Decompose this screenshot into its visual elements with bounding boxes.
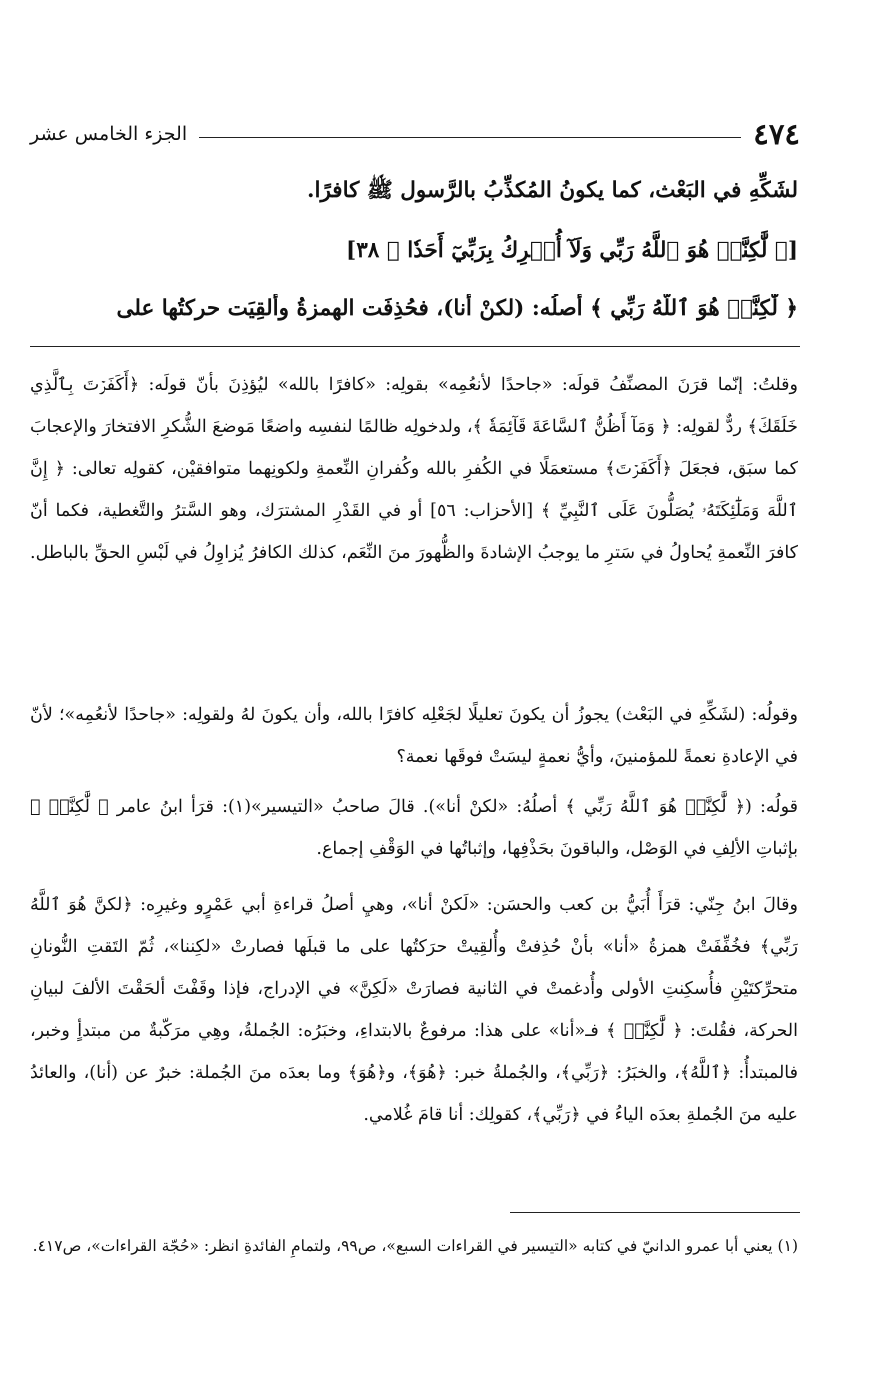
commentary-paragraph-4: وقالَ ابنُ جِنّي: قرَأَ أُبَيُّ بن كعب والحسَن: «لَكنْ أنا»، وهيِ أصلُ قراءةِ أبي عَمْرٍو وغيرِه: ﴿لكنَّ هُوَ ٱللَّهُ رَبِّي﴾ فخُفِّفَتْ همزةُ «أنا» بأنْ حُذِفتْ وأُلقِيتْ حرَكتُها على ما قبلَها فصارتْ «لكِننا»، ثُمّ التَقتِ النُّونانِ متحرِّكتَيْنِ فأُسكِنتِ الأولى وأُدغمتْ في الثانية فصارَتْ «لَكِنَّ» في الإدراج، فإذا وقَفْتَ ألحَقْتَ الألفَ لبيانِ الحركة، فقُلتَ: ﴿ لَّٰكِنَّا۠ ﴾ فـ«أنا» على هذا: مرفوعٌ بالابتداءِ، وخبَرُه: الجُملةُ، وهِي مرَكّبةٌ من مبتدأٍ وخبر، فالمبتدأُ: ﴿ٱللَّهُ﴾، والخبَرُ: ﴿رَبِّي﴾، والجُملةُ خبر: ﴿هُوَ﴾، و﴿هُوَ﴾ وما بعدَه منَ الجُملة: خبرٌ عن (أنا)، والعائدُ عليه منَ الجُملةِ بعدَه الياءُ في ﴿رَبِّي﴾، كقولِك: أنا قامَ غُلامي. — [30, 895, 798, 1125]
commentary-paragraph-2: وقولُه: (لشَكِّهِ في البَعْث) يجوزُ أن يكونَ تعليلًا لجَعْلِه كافرًا بالله، وأن يكونَ لهُ ولقولِه: «جاحدًا لأنعُمِه»؛ لأنّ في الإعادةِ نعمةً للمؤمنينَ، وأيُّ نعمةٍ ليسَتْ فوقَها نعمة؟ — [30, 705, 798, 767]
header-rule — [199, 137, 741, 138]
matn-line-3: ﴿ لَّٰكِنَّا۠ هُوَ ٱللَّهُ رَبِّي ﴾ أصلُه: (لكنْ أنا)، فحُذِفَت الهمزةُ وأُلقِيَت حركتُها على — [116, 296, 798, 321]
matn-divider — [30, 346, 800, 347]
matn-verse: [﴿ لَّٰكِنَّا۠ هُوَ ٱللَّهُ رَبِّي وَلَآ أُشۡرِكُ بِرَبِّيٓ أَحَدٗا ﴾ ٣٨] — [346, 238, 798, 263]
part-title: الجزء الخامس عشر — [30, 123, 188, 145]
commentary-paragraph-1: وقلتُ: إنّما قرَنَ المصنِّفُ قولَه: «جاحدًا لأنعُمِه» بقولِه: «كافرًا بالله» ليُؤذِنَ بأنّ قولَه: ﴿أَكَفَرۡتَ بِٱلَّذِي خَلَقَكَ﴾ ردٌّ لقولِه: ﴿ وَمَآ أَظُنُّ ٱلسَّاعَةَ قَآئِمَةٗ ﴾، ولدخولِه ظالمًا لنفسِه واضعًا مَوضعَ الشُّكرِ الافتخارَ والإعجابَ كما سبَق، فجعَلَ ﴿أَكَفَرۡتَ﴾ مستعمَلًا في الكُفرِ بالله وكُفرانِ النِّعمةِ ولكونِهما متوافقيْن، كقولِه تعالى: ﴿ إِنَّ ٱللَّهَ وَمَلَٰٓئِكَتَهُۥ يُصَلُّونَ عَلَى ٱلنَّبِيِّ ﴾ [الأحزاب: ٥٦] أو في القَدْرِ المشترَك، وهو السَّترُ والتَّغطية، فكما أنّ كافرَ النِّعمةِ يُحاولُ في سَترِ ما يوجبُ الإشادةَ والظُّهورَ منَ النِّعَم، كذلك الكافرُ يُزاوِلُ في لَبْسِ الحقِّ بالباطل. — [30, 375, 798, 563]
footnote-rule — [510, 1212, 800, 1213]
matn-line-1: لشَكِّهِ في البَعْث، كما يكونُ المُكذِّبُ بالرَّسول ﷺ كافرًا. — [306, 178, 798, 203]
page-header — [30, 112, 800, 156]
page-number: ٤٧٤ — [753, 117, 800, 151]
commentary-paragraph-3: قولُه: (﴿ لَّٰكِنَّا۠ هُوَ ٱللَّهُ رَبِّي ﴾ أصلُهُ: «لكنْ أنا»). قالَ صاحبُ «التيسير»(١): قرَأ ابنُ عامر ﴿ لَّٰكِنَّا۠ ﴾ بإثباتِ الألِفِ في الوَصْل، والباقونَ بحَذْفِها، وإثباتُها في الوَقْفِ إجماع. — [30, 797, 798, 859]
footnote: (١) يعني أبا عمرو الدانيّ في كتابه «التيسير في القراءات السبع»، ص٩٩، ولتمامِ الفائدةِ انظر: «حُجّة القراءات»، ص٤١٧. — [32, 1237, 798, 1255]
